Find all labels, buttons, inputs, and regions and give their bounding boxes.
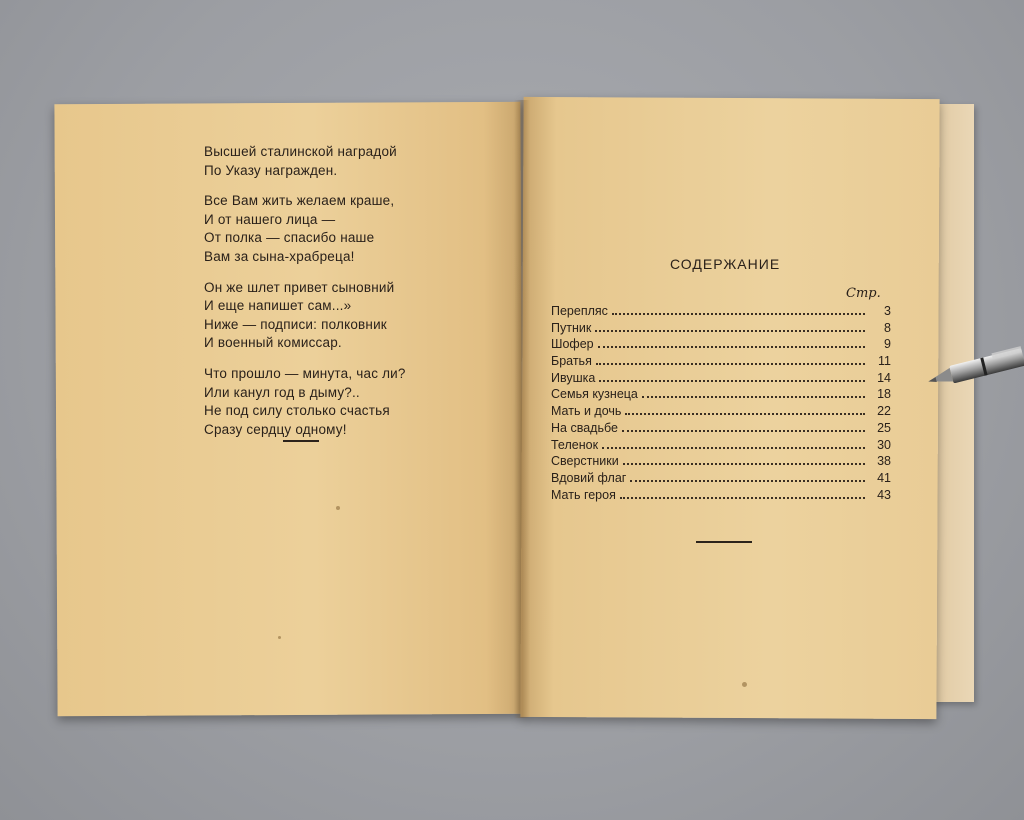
poem-verse bbox=[204, 143, 444, 451]
toc-entry bbox=[551, 337, 891, 354]
stanza bbox=[204, 279, 444, 353]
toc-entry bbox=[551, 321, 891, 338]
end-rule bbox=[696, 541, 752, 543]
toc-entry bbox=[551, 421, 891, 438]
toc-page: 43 bbox=[877, 487, 891, 502]
paper-speck bbox=[278, 636, 281, 639]
toc-title: Семья кузнеца bbox=[551, 387, 638, 402]
leader-dots bbox=[623, 462, 865, 465]
toc-page: 41 bbox=[877, 470, 891, 485]
toc-page: 25 bbox=[877, 420, 891, 435]
verse-line: Высшей сталинской наградой bbox=[204, 144, 397, 159]
toc-title: Сверстники bbox=[551, 454, 619, 469]
toc-title: Вдовий флаг bbox=[551, 470, 627, 485]
end-rule bbox=[283, 440, 319, 442]
toc-page: 14 bbox=[877, 370, 891, 385]
verse-line: Все Вам жить желаем краше, bbox=[204, 193, 395, 209]
toc-title: Мать и дочь bbox=[551, 404, 622, 419]
verse-line: И от нашего лица — bbox=[204, 211, 336, 227]
paper-speck bbox=[336, 506, 340, 510]
toc-title: Путник bbox=[551, 320, 592, 335]
toc-entry bbox=[551, 387, 891, 404]
contents-heading: СОДЕРЖАНИЕ bbox=[670, 256, 781, 272]
leader-dots bbox=[598, 345, 865, 348]
toc-page: 30 bbox=[877, 437, 891, 452]
leader-dots bbox=[625, 412, 865, 415]
leader-dots bbox=[642, 395, 865, 398]
paper-speck bbox=[742, 682, 747, 687]
toc-page: 38 bbox=[877, 454, 891, 469]
leader-dots bbox=[630, 479, 865, 482]
verse-line: Ниже — подписи: полковник bbox=[204, 316, 387, 332]
toc-page: 22 bbox=[877, 404, 891, 419]
toc-entry bbox=[551, 304, 891, 321]
leader-dots bbox=[599, 379, 865, 382]
verse-line: Не под силу столько счастья bbox=[204, 403, 390, 419]
toc-title: Шофер bbox=[551, 337, 594, 352]
verse-line: И военный комиссар. bbox=[204, 335, 342, 351]
stanza bbox=[204, 143, 444, 180]
verse-line: Вам за сына-храбреца! bbox=[204, 248, 355, 264]
toc-entry bbox=[551, 404, 891, 421]
verse-line: Что прошло — минута, час ли? bbox=[204, 365, 406, 381]
toc-title: Братья bbox=[551, 354, 592, 369]
toc-page: 3 bbox=[884, 304, 891, 318]
toc-page: 8 bbox=[884, 320, 891, 335]
toc-title: Мать героя bbox=[551, 487, 616, 502]
toc-entry bbox=[551, 371, 891, 388]
toc-entry bbox=[551, 454, 891, 471]
leader-dots bbox=[620, 496, 865, 499]
toc-title: На свадьбе bbox=[551, 420, 618, 435]
verse-line: Или канул год в дыму?.. bbox=[204, 384, 360, 400]
toc-title: Ивушка bbox=[551, 370, 596, 385]
toc-entry bbox=[551, 471, 891, 488]
leader-dots bbox=[612, 312, 865, 315]
toc-title: Перепляс bbox=[551, 304, 608, 318]
toc-title: Теленок bbox=[551, 437, 599, 452]
spine bbox=[514, 100, 530, 718]
leader-dots bbox=[622, 429, 865, 432]
verse-line: И еще напишет сам...» bbox=[204, 298, 352, 314]
stanza bbox=[204, 365, 444, 439]
verse-line: Сразу сердцу одному! bbox=[204, 421, 347, 437]
pencil-icon bbox=[924, 344, 1024, 388]
toc-page: 18 bbox=[877, 387, 891, 402]
toc-page: 11 bbox=[878, 354, 891, 369]
stanza bbox=[204, 192, 444, 266]
leader-dots bbox=[596, 362, 865, 365]
verse-line: От полка — спасибо наше bbox=[204, 230, 375, 246]
leader-dots bbox=[595, 329, 865, 332]
leader-dots bbox=[602, 446, 865, 449]
verse-line: Он же шлет привет сыновний bbox=[204, 279, 395, 295]
toc-entry bbox=[551, 438, 891, 455]
toc-page: 9 bbox=[884, 337, 891, 352]
page-column-label: Стр. bbox=[846, 286, 881, 301]
toc-entry bbox=[551, 354, 891, 371]
verse-line: По Указу награжден. bbox=[204, 162, 338, 178]
table-of-contents bbox=[551, 304, 891, 504]
toc-entry bbox=[551, 488, 891, 505]
